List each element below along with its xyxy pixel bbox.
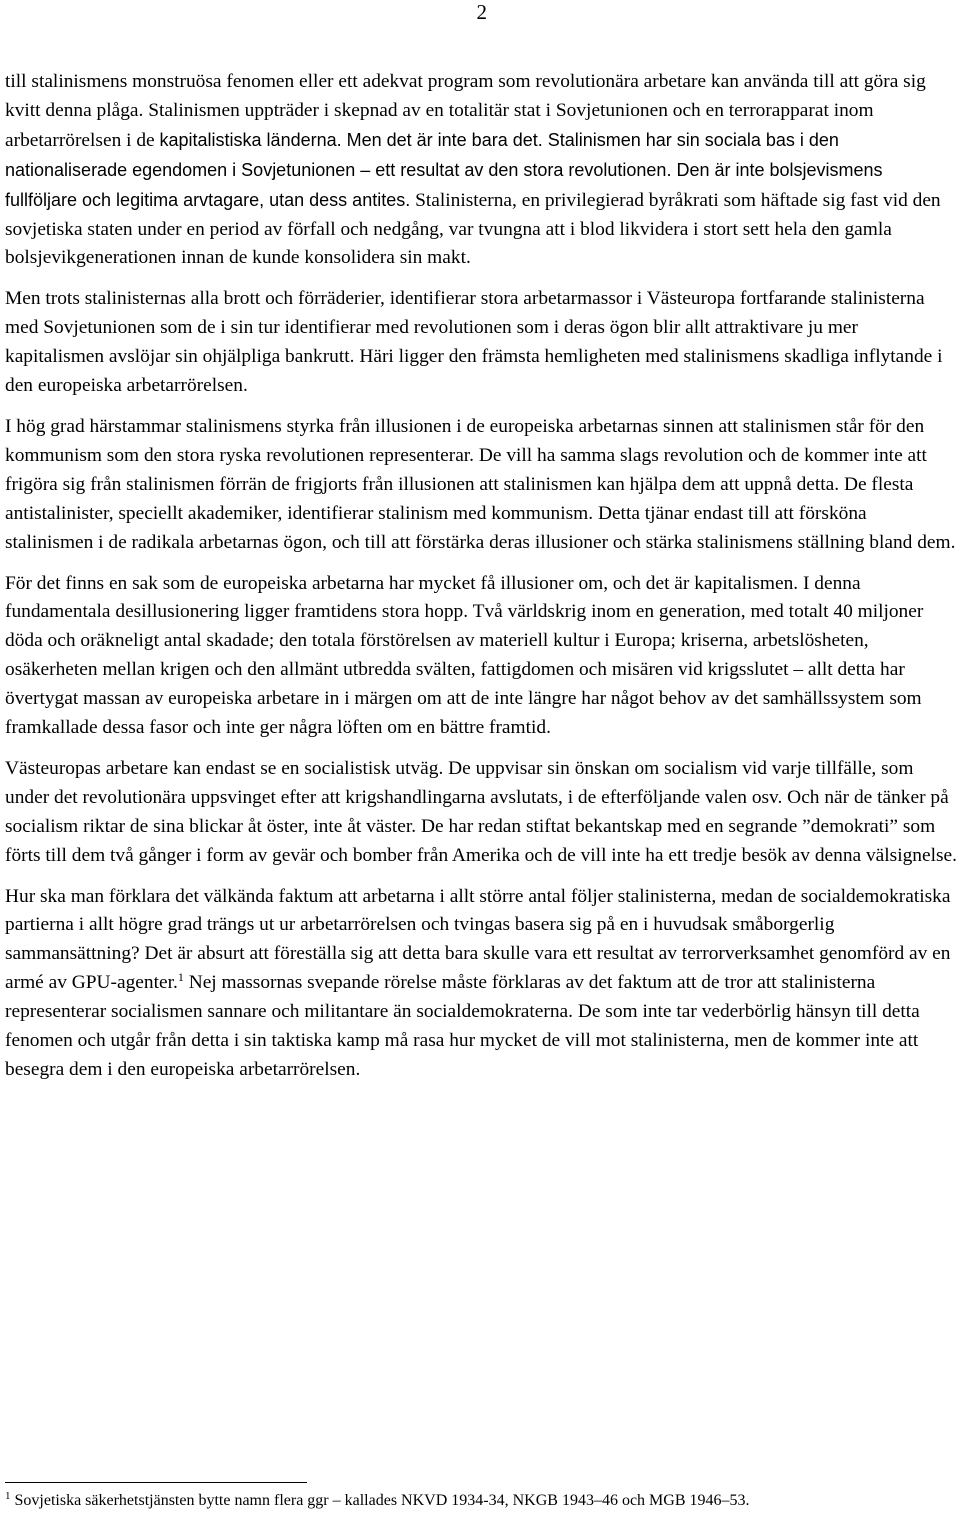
text-run: I hög grad härstammar stalinismens styrka från illusionen i de europeiska arbetarnas sinnen att stalinismen står för den kommunism som den stora ryska revolutionen representerar. De vill ha samma slags revolution och de kommer inte att frigöra sig från stalinismen förrän de frigjorts från illusionen att stalinismen kan hjälpa dem att uppnå detta. De flesta antistalinister, speciellt akademiker, identifierar stalinism med kommunism. Detta tjänar endast till att försköna stalinismen i de radikala arbetarnas ögon, och till att förstärka deras illusioner och stärka stalinismens ställning bland dem.	[5, 415, 956, 553]
text-run: till stalinismens monstruösa fenomen eller ett adekvat program som revolutionära arbetare kan använda till att göra sig kvitt denna plåga.	[5, 71, 926, 121]
text-run: Stalinisterna, en privilegierad byråkrati som häftade sig fast vid den sovjetiska staten under en period av förfall och nedgång, var tvungna att i blod likvidera i stort sett hela den gamla bolsjevikgenerationen innan de kunde konsolidera sin makt.	[5, 189, 941, 269]
text-run: För det finns en sak som de europeiska arbetarna har mycket få illusioner om, och det är kapitalismen. I denna fundamentala desillusionering ligger framtidens stora hopp. Två världskrig inom en generation, med totalt 40 miljoner döda och oräkneligt antal skadade; den totala förstörelsen av materiell kultur i Europa; kriserna, arbetslösheten, osäkerheten mellan krigen och den allmänt utbredda svälten, fattigdomen och misären vid krigsslutet – allt detta har övertygat massan av europeiska arbetare in i märgen om att de inte längre har något behov av det samhällssystem som framkallade dessa fasor och inte ger några löften om en bättre framtid.	[5, 572, 924, 739]
footnote-separator	[5, 1482, 307, 1483]
footnote-reference: 1	[177, 970, 184, 985]
page-number: 2	[476, 0, 487, 24]
paragraph	[5, 285, 957, 401]
footnote-text: Sovjetiska säkerhetstjänsten bytte namn flera ggr – kallades NKVD 1934-34, NKGB 1943–46 och MGB 1946–53.	[14, 1492, 750, 1509]
text-run: Stalinismen uppträder i skepnad av en totalitär stat i Sovjetunionen och en terrorapparat inom arbetarrörelsen i de	[5, 99, 874, 151]
footnote	[5, 1490, 955, 1512]
paragraph	[5, 570, 957, 743]
paragraph	[5, 755, 957, 871]
text-run: Nej massornas svepande rörelse måste förklaras av det faktum att de tror att stalinisterna representerar socialismen sannare och militantare än socialdemokraterna. De som inte tar vederbörlig hänsyn till detta fenomen och utgår från detta i sin taktiska kamp må rasa hur mycket de vill mot stalinisterna, men de kommer inte att besegra dem i den europeiska arbetarrörelsen.	[5, 972, 920, 1080]
body-text	[5, 68, 957, 1097]
text-run: Men trots stalinisternas alla brott och förräderier, identifierar stora arbetarmassor i Västeuropa fortfarande stalinisterna med Sovjetunionen som de i sin tur identifierar med revolutionen som i deras ögon blir allt attraktivare ju mer kapitalismen avslöjar sin ohjälpliga bankrutt. Häri ligger den främsta hemligheten med stalinismens skadliga inflytande i den europeiska arbetarrörelsen.	[5, 288, 943, 397]
footnote-marker: 1	[5, 1490, 11, 1502]
paragraph	[5, 413, 957, 558]
paragraph	[5, 883, 957, 1085]
paragraph	[5, 68, 957, 273]
text-run: Västeuropas arbetare kan endast se en socialistisk utväg. De uppvisar sin önskan om socialism vid varje tillfälle, som under det revolutionära uppsvinget efter att krigshandlingarna avslutats, i de efterföljande valen osv. Och när de tänker på socialism riktar de sina blickar åt öster, inte åt väster. De har redan stiftat bekantskap med en segrande ”demokrati” som förts till dem två gånger i form av gevär och bomber från Amerika och de vill inte ha ett tredje besök av denna välsignelse.	[5, 757, 957, 866]
text-run: Hur ska man förklara det välkända faktum att arbetarna i allt större antal följer stalinisterna, medan de socialdemokratiska partierna i allt högre grad trängs ut ur arbetarrörelsen och tvingas basera sig på en i huvudsak småborgerlig sammansättning? Det är absurt att föreställa sig att detta bara skulle vara ett resultat av terrorverksamhet genomförd av en armé av GPU-agenter.	[5, 885, 951, 994]
text-run-sans: kapitalistiska länderna. Men det är inte bara det. Stalinismen har sin sociala bas i den nationaliserade egendomen i Sovjetunionen – ett resultat av den stora revolutionen. Den är inte bolsjevismens fullföljare och legitima arvtagare, utan dess antites.	[5, 129, 883, 210]
